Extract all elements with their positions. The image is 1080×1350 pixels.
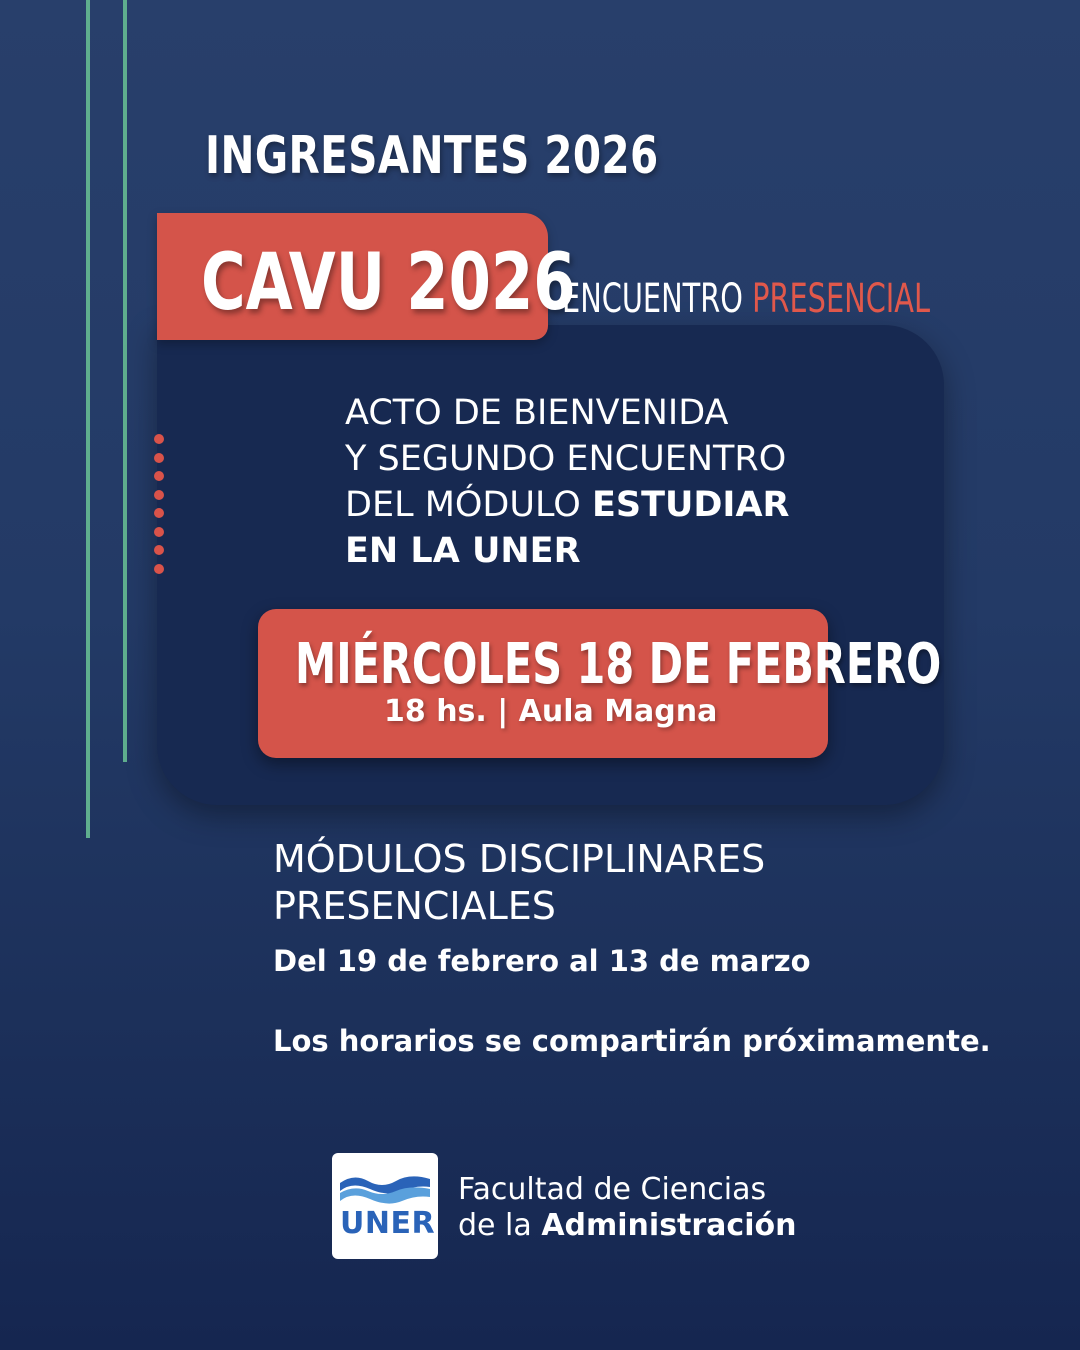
event-line-2: Y SEGUNDO ENCUENTRO [345, 439, 787, 479]
modules-line-1: MÓDULOS DISCIPLINARES [273, 837, 766, 881]
schedule-note: Los horarios se compartirán próximamente. [273, 1024, 991, 1058]
faculty-name [458, 1172, 796, 1244]
dot [154, 434, 164, 444]
decorative-line-inner [123, 0, 127, 762]
dot [154, 453, 164, 463]
faculty-line-2-bold: Administración [541, 1208, 797, 1243]
subtitle-part1: ENCUENTRO [562, 276, 743, 322]
event-line-3-bold: ESTUDIAR [591, 485, 790, 525]
subtitle-part2: PRESENCIAL [752, 276, 931, 322]
modules-line-2: PRESENCIALES [273, 884, 556, 928]
event-line-1: ACTO DE BIENVENIDA [345, 393, 729, 433]
event-time-location: 18 hs. | Aula Magna [384, 694, 718, 729]
faculty-line-2 [458, 1208, 796, 1244]
dot [154, 471, 164, 481]
dot [154, 564, 164, 574]
faculty-line-1: Facultad de Ciencias [458, 1172, 767, 1207]
event-date: MIÉRCOLES 18 DE FEBRERO [295, 632, 942, 697]
page-title: CAVU 2026 [201, 238, 576, 328]
event-description [345, 390, 789, 574]
event-line-4: EN LA UNER [345, 531, 581, 571]
dot [154, 527, 164, 537]
faculty-line-2-normal: de la [458, 1208, 532, 1243]
dot [154, 490, 164, 500]
pre-title: INGRESANTES 2026 [205, 126, 659, 186]
modules-dates: Del 19 de febrero al 13 de marzo [273, 944, 811, 978]
event-line-3-normal: DEL MÓDULO [345, 485, 581, 525]
dot [154, 508, 164, 518]
modules-heading [273, 836, 765, 930]
logo-text: UNER [340, 1206, 436, 1241]
decorative-line-outer [86, 0, 90, 838]
subtitle [562, 276, 930, 322]
event-line-3 [345, 482, 789, 528]
decorative-dots [154, 434, 166, 582]
dot [154, 545, 164, 555]
